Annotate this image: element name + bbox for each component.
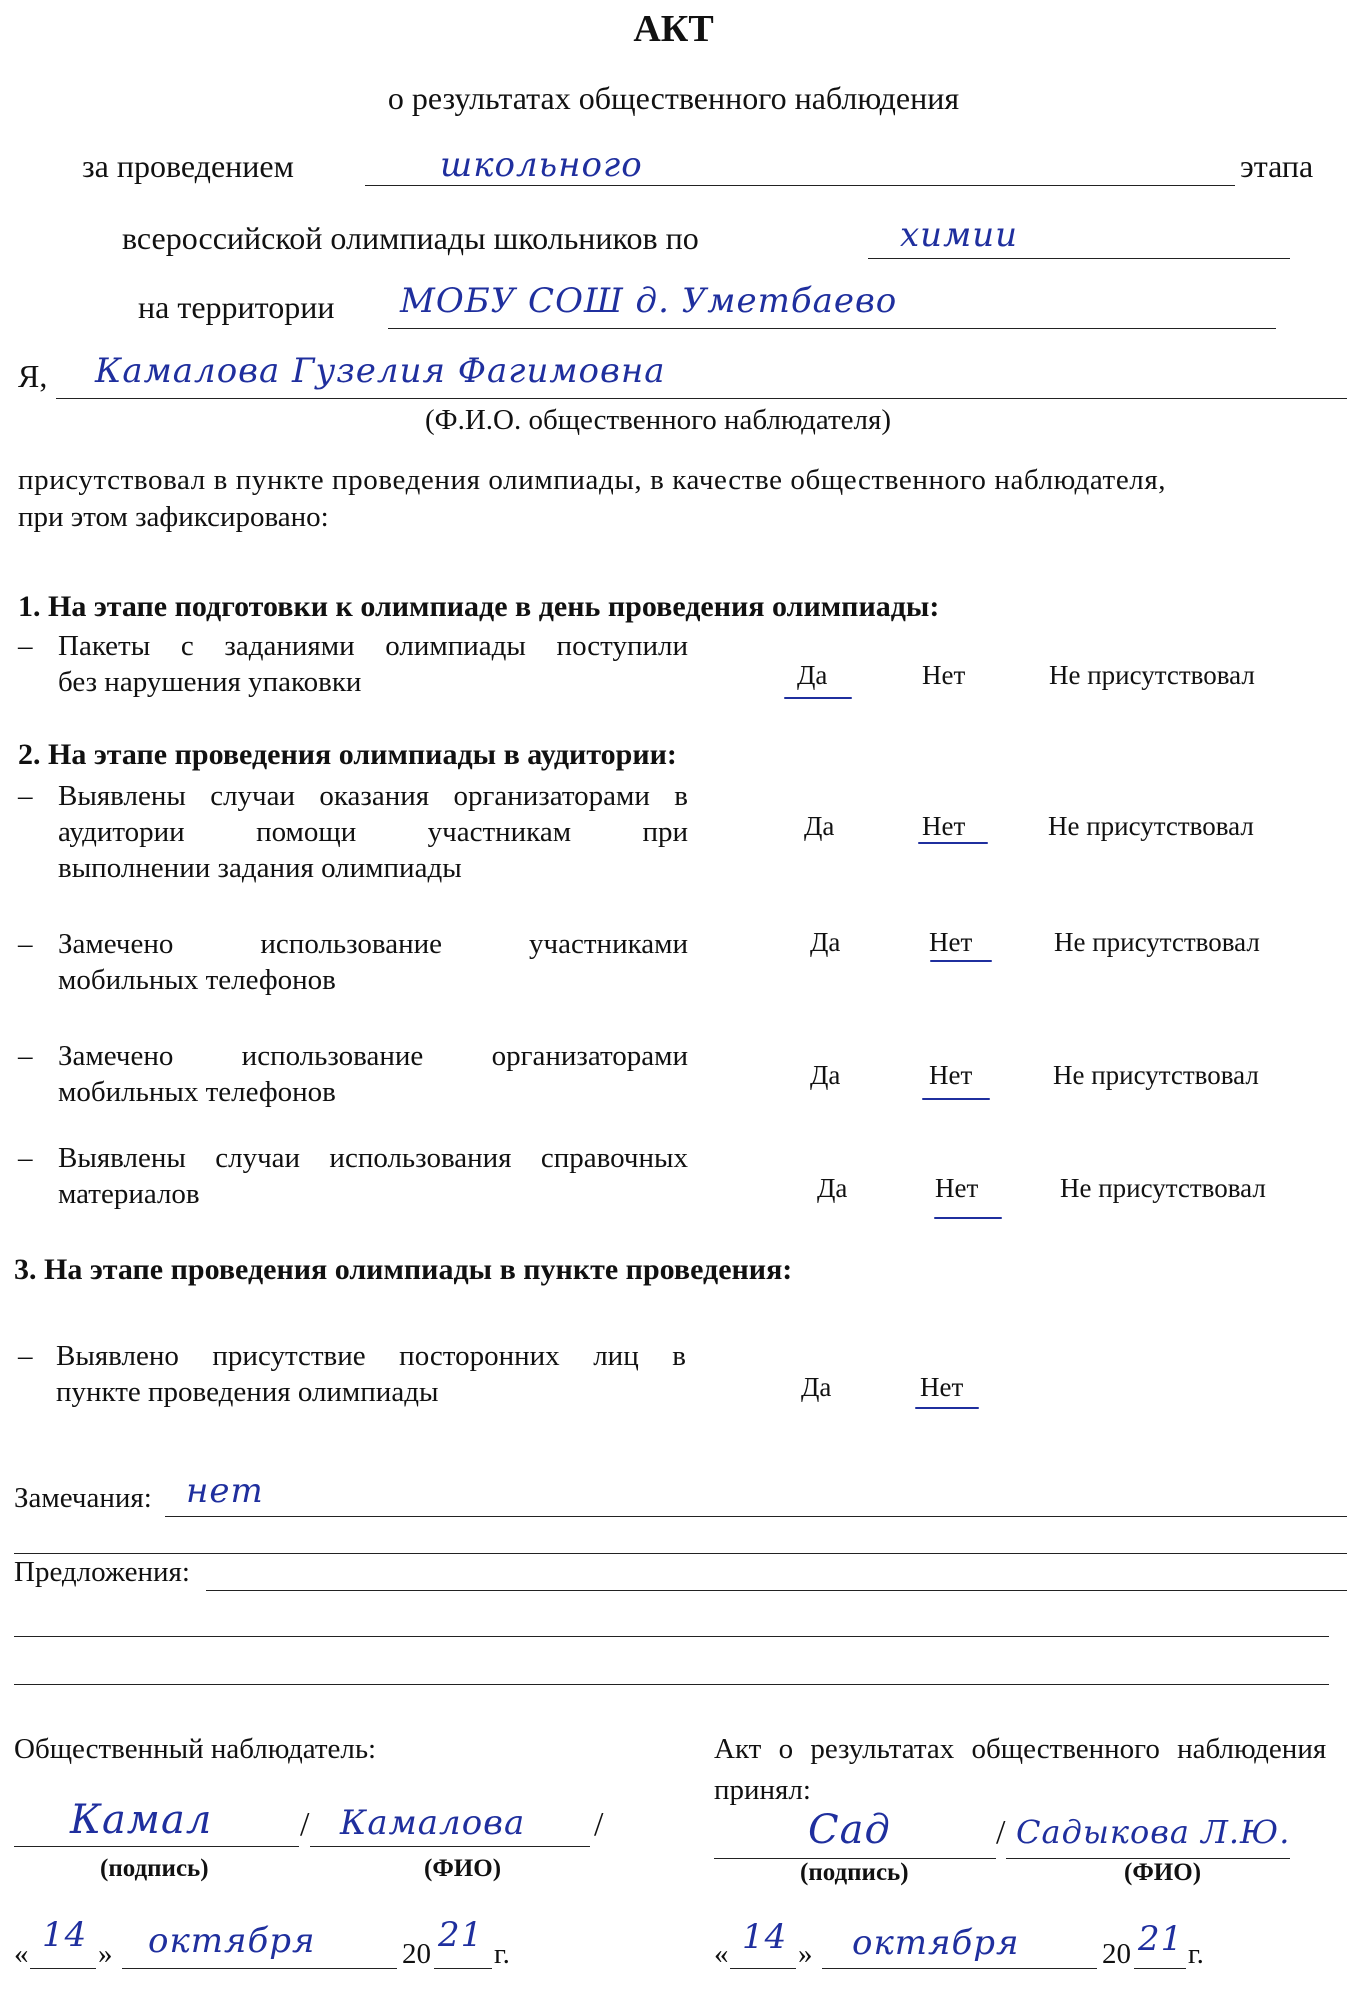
selected-mark [930, 960, 992, 962]
selected-mark [922, 1098, 990, 1100]
option-yes[interactable]: Да [804, 811, 835, 841]
observer-caption: (Ф.И.О. общественного наблюдателя) [425, 404, 892, 436]
selected-mark [918, 842, 988, 844]
option-yes[interactable]: Да [817, 1173, 848, 1203]
option-no[interactable]: Нет [920, 1372, 964, 1402]
document-subtitle: о результатах общественного наблюдения [387, 80, 960, 116]
observer-prefix: Я, [18, 358, 48, 394]
option-absent[interactable]: Не присутствовал [1054, 927, 1260, 957]
option-absent[interactable]: Не присутствовал [1060, 1173, 1266, 1203]
remarks-line-2 [14, 1553, 1347, 1554]
receiver-sig-caption: (подпись) [800, 1859, 909, 1886]
item-1-1-line-2: без нарушения упаковки [58, 666, 362, 698]
observer-sig-caption: (подпись) [100, 1855, 209, 1882]
observer-year: 21 [438, 1915, 484, 1955]
year-line [434, 1968, 492, 1969]
option-absent[interactable]: Не присутствовал [1053, 1060, 1259, 1090]
section-3-heading: 3. На этапе проведения олимпиады в пункте проведения: [14, 1253, 793, 1286]
bullet-dash: – [18, 1040, 33, 1072]
option-absent[interactable]: Не присутствовал [1049, 660, 1255, 690]
item-2-4-line-1: Выявлены случаи использования справочных [58, 1142, 688, 1174]
intro-line-2: при этом зафиксировано: [18, 501, 329, 533]
receiver-name-caption: (ФИО) [1124, 1859, 1202, 1886]
quote-open: « [714, 1938, 729, 1970]
suggestions-label: Предложения: [14, 1556, 190, 1588]
suggestions-line-3 [14, 1684, 1329, 1685]
suggestions-line-2 [14, 1636, 1329, 1637]
option-yes[interactable]: Да [810, 1060, 841, 1090]
item-2-3-line-1: Замечено использование организаторами [58, 1040, 688, 1072]
year-prefix: 20 [1102, 1938, 1131, 1970]
option-absent[interactable]: Не присутствовал [1048, 811, 1254, 841]
item-3-1-line-1: Выявлено присутствие посторонних лиц в [56, 1340, 686, 1372]
section-2-heading: 2. На этапе проведения олимпиады в аудитории: [18, 738, 677, 771]
option-no[interactable]: Нет [929, 1060, 973, 1090]
observer-name: Камалова [340, 1803, 526, 1843]
observer-signature: Камал [70, 1797, 213, 1843]
observer-value: Камалова Гузелия Фагимовна [95, 351, 666, 391]
item-1-1-line-1: Пакеты с заданиями олимпиады поступили [58, 630, 688, 662]
day-line [30, 1968, 96, 1969]
territory-value: МОБУ СОШ д. Уметбаево [400, 281, 898, 321]
bullet-dash: – [18, 630, 33, 662]
month-line [122, 1968, 397, 1969]
bullet-dash: – [18, 780, 33, 812]
item-2-3-line-2: мобильных телефонов [58, 1076, 336, 1108]
item-2-1-line-1: Выявлены случаи оказания организаторами в [58, 780, 688, 812]
year-suffix: г. [1188, 1938, 1204, 1970]
item-2-2-line-1: Замечено использование участниками [58, 928, 688, 960]
item-2-4-line-2: материалов [58, 1178, 200, 1210]
selected-mark [784, 697, 852, 699]
receiver-label-line-1: Акт о результатах общественного наблюдения [714, 1733, 1327, 1765]
observer-name-caption: (ФИО) [424, 1855, 502, 1882]
option-yes[interactable]: Да [810, 927, 841, 957]
receiver-name: Садыкова Л.Ю. [1016, 1813, 1291, 1851]
remarks-label: Замечания: [14, 1482, 152, 1514]
receiver-month: октября [852, 1923, 1020, 1963]
item-2-1-line-2: аудитории помощи участникам при [58, 816, 688, 848]
quote-close: » [98, 1938, 113, 1970]
remarks-value: нет [186, 1471, 264, 1511]
quote-close: » [798, 1938, 813, 1970]
intro-line-1: присутствовал в пункте проведения олимпиады, в качестве общественного наблюдателя, [18, 464, 1167, 496]
observer-month: октября [148, 1921, 316, 1961]
bullet-dash: – [18, 1142, 33, 1174]
option-no[interactable]: Нет [935, 1173, 979, 1203]
separator-slash: / [594, 1806, 604, 1843]
section-1-heading: 1. На этапе подготовки к олимпиаде в день проведения олимпиады: [18, 590, 940, 623]
item-3-1-line-2: пункте проведения олимпиады [56, 1376, 439, 1408]
observer-label: Общественный наблюдатель: [14, 1733, 377, 1765]
quote-open: « [14, 1938, 29, 1970]
option-no[interactable]: Нет [922, 811, 966, 841]
year-line [1134, 1968, 1186, 1969]
document-title: АКТ [633, 8, 714, 50]
receiver-day: 14 [742, 1917, 788, 1957]
bullet-dash: – [18, 1340, 33, 1372]
territory-label: на территории [138, 289, 335, 325]
item-2-1-line-3: выполнении задания олимпиады [58, 852, 462, 884]
item-2-2-line-2: мобильных телефонов [58, 964, 336, 996]
option-yes[interactable]: Да [797, 660, 828, 690]
selected-mark [915, 1407, 979, 1409]
year-suffix: г. [494, 1938, 510, 1970]
subject-label: всероссийской олимпиады школьников по [122, 220, 699, 256]
stage-suffix: этапа [1240, 148, 1314, 184]
observer-line [56, 398, 1347, 399]
day-line [730, 1968, 796, 1969]
receiver-year: 21 [1138, 1919, 1184, 1959]
suggestions-line [206, 1590, 1347, 1591]
subject-line [868, 258, 1290, 259]
separator-slash: / [996, 1814, 1006, 1851]
stage-value: школьного [440, 145, 643, 185]
bullet-dash: – [18, 928, 33, 960]
receiver-label-line-2: принял: [714, 1774, 811, 1806]
stage-line [365, 185, 1235, 186]
month-line [822, 1968, 1097, 1969]
option-yes[interactable]: Да [801, 1372, 832, 1402]
observer-signature-line [14, 1846, 299, 1847]
observer-day: 14 [42, 1915, 88, 1955]
subject-value: химии [900, 215, 1019, 255]
observer-name-line [310, 1846, 590, 1847]
separator-slash: / [300, 1806, 310, 1843]
option-no[interactable]: Нет [929, 927, 973, 957]
option-no[interactable]: Нет [922, 660, 966, 690]
selected-mark [934, 1217, 1002, 1219]
stage-label: за проведением [82, 148, 294, 184]
receiver-signature: Сад [808, 1807, 891, 1853]
territory-line [388, 328, 1276, 329]
year-prefix: 20 [402, 1938, 431, 1970]
remarks-line [165, 1516, 1347, 1517]
